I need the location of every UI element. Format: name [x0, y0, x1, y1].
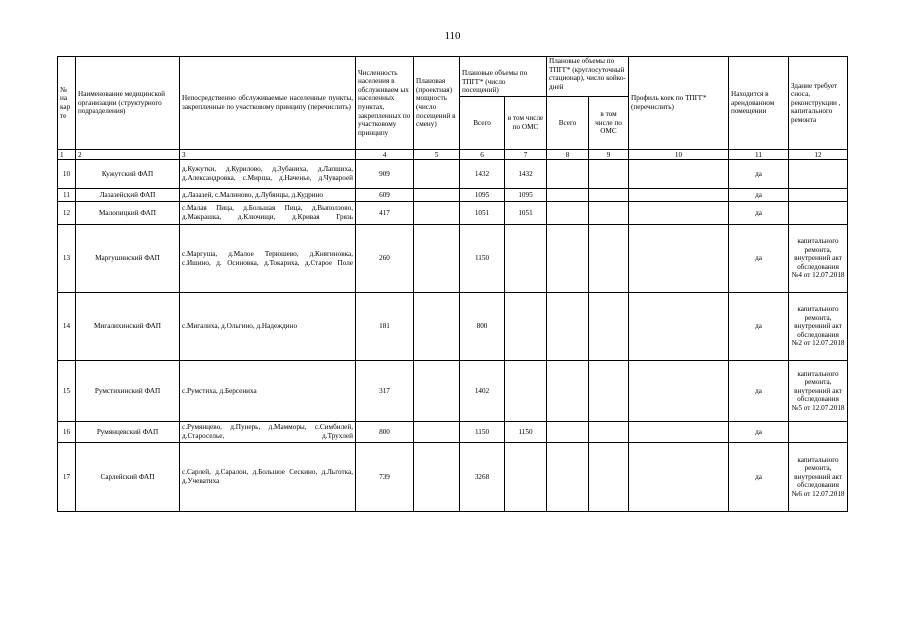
- visits-total: 1150: [460, 422, 505, 443]
- visits-total: 3268: [460, 443, 505, 512]
- capacity: [414, 293, 460, 361]
- visits-total: 800: [460, 293, 505, 361]
- beds-total: [547, 293, 589, 361]
- table-row: [58, 293, 848, 361]
- building-status: [789, 160, 848, 189]
- rented-flag: да: [729, 361, 789, 422]
- header-org: Наименование медицинской организации (структурного подразделения): [76, 57, 180, 150]
- header-row-1: [58, 57, 848, 97]
- visits-total: 1095: [460, 189, 505, 202]
- table-row: [58, 202, 848, 225]
- population: 909: [356, 160, 414, 189]
- beds-total: [547, 361, 589, 422]
- row-number: 10: [58, 160, 76, 189]
- rented-flag: да: [729, 293, 789, 361]
- page-number: 110: [444, 30, 461, 42]
- header-beds-total: Всего: [547, 97, 589, 150]
- beds-total: [547, 443, 589, 512]
- table-row: [58, 443, 848, 512]
- capacity: [414, 189, 460, 202]
- profile: [629, 189, 729, 202]
- fap-table: [57, 56, 848, 512]
- population: 739: [356, 443, 414, 512]
- header-population: Численность населения в обслуживаем ых населенных пунктах, закрепленных по участковому принципу: [356, 57, 414, 150]
- population: 181: [356, 293, 414, 361]
- building-status: [789, 422, 848, 443]
- places-list: д.Кужутки, д.Курилово, д.Зубаниха, д.Лапшиха, д.Александровка, с.Мирша, д.Наченье, д.Чувароей: [180, 160, 356, 189]
- beds-oms: [589, 160, 629, 189]
- capacity: [414, 422, 460, 443]
- building-status: капитального ремонта, внутренний акт обследования №6 от 12.07.2018: [789, 443, 848, 512]
- visits-total: 1051: [460, 202, 505, 225]
- population: 417: [356, 202, 414, 225]
- header-places: Непосредственно обслуживаемые населенные пункты, закрепленные по участковому принципу (перечислить): [180, 57, 356, 150]
- column-number: 9: [589, 150, 629, 160]
- places-list: с.Мигалиха, д.Ольгино, д.Надеждино: [180, 293, 356, 361]
- population: 609: [356, 189, 414, 202]
- table-row: [58, 361, 848, 422]
- capacity: [414, 202, 460, 225]
- rented-flag: да: [729, 225, 789, 293]
- org-name: Лазазейский ФАП: [76, 189, 180, 202]
- row-number: 16: [58, 422, 76, 443]
- row-number: 17: [58, 443, 76, 512]
- header-rented: Находится в арендованном помещении: [729, 57, 789, 150]
- header-no: № на кар те: [58, 57, 76, 150]
- row-number: 11: [58, 189, 76, 202]
- profile: [629, 160, 729, 189]
- rented-flag: да: [729, 422, 789, 443]
- beds-total: [547, 160, 589, 189]
- header-visits-total: Всего: [460, 97, 505, 150]
- beds-oms: [589, 361, 629, 422]
- profile: [629, 225, 729, 293]
- column-number: 10: [629, 150, 729, 160]
- rented-flag: да: [729, 443, 789, 512]
- header-capacity: Плановая (проектная) мощность (число посещений в смену): [414, 57, 460, 150]
- row-number: 12: [58, 202, 76, 225]
- header-profile: Профиль коек по ТПГГ* (перечислить): [629, 57, 729, 150]
- places-list: с.Румстиха, д.Берсениха: [180, 361, 356, 422]
- org-name: Румянцевский ФАП: [76, 422, 180, 443]
- visits-oms: [505, 225, 547, 293]
- beds-total: [547, 202, 589, 225]
- places-list: с.Маргуша, д.Малое Терюшево, д.Княгиновка, с.Ишино, д. Осиновка, д.Токариха, д.Старое Поле: [180, 225, 356, 293]
- population: 317: [356, 361, 414, 422]
- column-number: 6: [460, 150, 505, 160]
- building-status: капитального ремонта, внутренний акт обследования №5 от 12.07.2018: [789, 361, 848, 422]
- beds-oms: [589, 443, 629, 512]
- org-name: Маргушинский ФАП: [76, 225, 180, 293]
- visits-oms: 1150: [505, 422, 547, 443]
- building-status: капитального ремонта, внутренний акт обследования №4 от 12.07.2018: [789, 225, 848, 293]
- org-name: Кужутский ФАП: [76, 160, 180, 189]
- column-number: 12: [789, 150, 848, 160]
- rented-flag: да: [729, 160, 789, 189]
- header-tpgg-visits: Плановые объемы по ТПГГ* (число посещений): [460, 57, 547, 97]
- population: 800: [356, 422, 414, 443]
- header-beds-oms: в том числе по ОМС: [589, 97, 629, 150]
- beds-oms: [589, 293, 629, 361]
- org-name: Мигалихинский ФАП: [76, 293, 180, 361]
- rented-flag: да: [729, 202, 789, 225]
- building-status: [789, 189, 848, 202]
- capacity: [414, 160, 460, 189]
- visits-total: 1402: [460, 361, 505, 422]
- capacity: [414, 443, 460, 512]
- places-list: д.Лазазей, с.Малиново, д.Лубянцы, д.Кудрино: [180, 189, 356, 202]
- visits-total: 1432: [460, 160, 505, 189]
- capacity: [414, 225, 460, 293]
- places-list: с.Сарлей, д.Саралон, д.Большое Сескино, д.Льготка, д.Учеватиха: [180, 443, 356, 512]
- profile: [629, 293, 729, 361]
- visits-oms: 1095: [505, 189, 547, 202]
- population: 260: [356, 225, 414, 293]
- header-building: Здание требует сноса, реконструкции , капитального ремонта: [789, 57, 848, 150]
- profile: [629, 443, 729, 512]
- header-visits-oms: в том числе по ОМС: [505, 97, 547, 150]
- beds-oms: [589, 189, 629, 202]
- column-number: 2: [76, 150, 180, 160]
- visits-oms: [505, 293, 547, 361]
- column-number-row: [58, 150, 848, 160]
- table-row: [58, 189, 848, 202]
- column-number: 4: [356, 150, 414, 160]
- profile: [629, 361, 729, 422]
- beds-oms: [589, 202, 629, 225]
- table-row: [58, 225, 848, 293]
- profile: [629, 202, 729, 225]
- column-number: 7: [505, 150, 547, 160]
- rented-flag: да: [729, 189, 789, 202]
- org-name: Сарлейский ФАП: [76, 443, 180, 512]
- column-number: 8: [547, 150, 589, 160]
- visits-oms: [505, 361, 547, 422]
- visits-oms: 1051: [505, 202, 547, 225]
- beds-total: [547, 422, 589, 443]
- beds-total: [547, 189, 589, 202]
- row-number: 15: [58, 361, 76, 422]
- org-name: Малопицкий ФАП: [76, 202, 180, 225]
- column-number: 11: [729, 150, 789, 160]
- row-number: 14: [58, 293, 76, 361]
- building-status: [789, 202, 848, 225]
- row-number: 13: [58, 225, 76, 293]
- places-list: с.Малая Пица, д.Большая Пица, д.Выползово, д.Макрашка, д.Ключищи, д.Кривая Грязь: [180, 202, 356, 225]
- places-list: с.Румянцево, д.Пунерь, д.Мамморы, с.Симбилей, д.Староселье, д.Трухлей: [180, 422, 356, 443]
- capacity: [414, 361, 460, 422]
- table-row: [58, 422, 848, 443]
- beds-oms: [589, 422, 629, 443]
- column-number: 3: [180, 150, 356, 160]
- visits-total: 1150: [460, 225, 505, 293]
- visits-oms: 1432: [505, 160, 547, 189]
- building-status: капитального ремонта, внутренний акт обследования №2 от 12.07.2018: [789, 293, 848, 361]
- column-number: 5: [414, 150, 460, 160]
- table-row: [58, 160, 848, 189]
- beds-oms: [589, 225, 629, 293]
- column-number: 1: [58, 150, 76, 160]
- header-tpgg-beds: Плановые объемы по ТПГГ* (круглосуточный стационар), число койко-дней: [547, 57, 629, 97]
- profile: [629, 422, 729, 443]
- beds-total: [547, 225, 589, 293]
- visits-oms: [505, 443, 547, 512]
- org-name: Румстихинский ФАП: [76, 361, 180, 422]
